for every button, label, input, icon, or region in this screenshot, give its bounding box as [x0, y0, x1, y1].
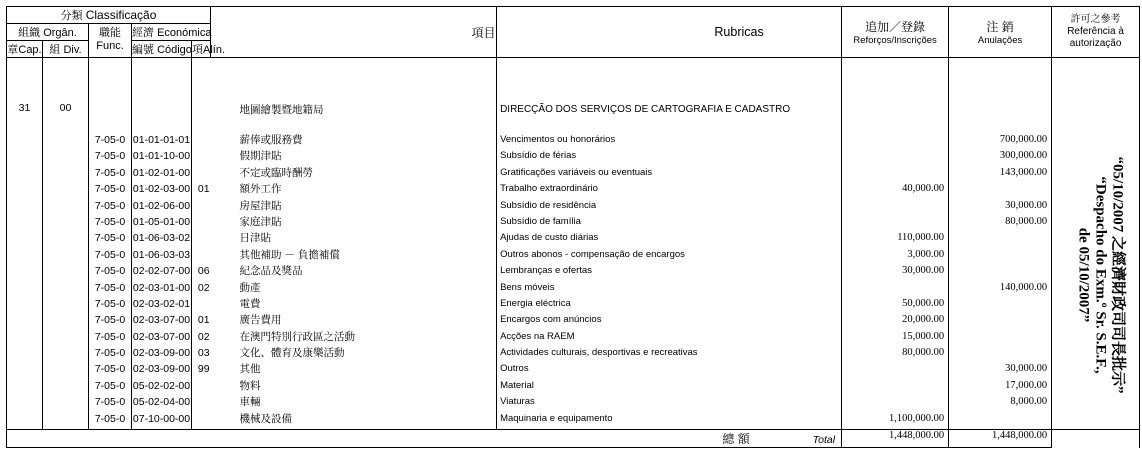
budget-table: [6, 6, 1140, 448]
row-anulacao: [949, 181, 1047, 197]
row-code: 02-03-01-00: [132, 281, 191, 294]
alin-column: [192, 58, 211, 430]
alin-header: [192, 41, 226, 58]
row-pt: Subsídio de férias: [500, 150, 577, 162]
row-reforco: [842, 378, 944, 394]
row-code: 01-06-03-03: [132, 248, 191, 261]
div-header: [43, 41, 89, 58]
row-reforco: 50,000.00: [902, 297, 945, 309]
row-reforco: 3,000.00: [907, 248, 945, 260]
row-alin: [192, 132, 210, 148]
row-pt: Lembranças e ofertas: [500, 265, 592, 277]
entity-name-pt: DIRECÇÃO DOS SERVIÇOS DE CARTOGRAFIA E CADASTRO: [500, 104, 791, 115]
row-alin: [192, 411, 210, 427]
total-blank: [1052, 430, 1140, 448]
row-reforco: 20,000.00: [902, 314, 945, 326]
row-zh: 其他補助 － 負擔補償: [239, 248, 340, 261]
entity-name-zh: 地圖繪製暨地籍局: [239, 104, 324, 116]
div-pt: Div.: [63, 44, 82, 56]
row-anulacao: 143,000.00: [999, 166, 1048, 178]
row-func: 7-05-0: [94, 248, 126, 261]
row-func: 7-05-0: [94, 183, 126, 196]
row-anulacao: 80,000.00: [1005, 215, 1048, 227]
item-zh-header: [211, 7, 497, 58]
row-zh: 動產: [239, 281, 261, 294]
row-zh: 紀念品及獎品: [239, 265, 303, 278]
code-column: [132, 58, 192, 430]
row-alin: [192, 230, 210, 246]
row-alin: 99: [197, 363, 210, 376]
row-func: 7-05-0: [94, 134, 126, 146]
code-zh: 編號: [132, 44, 154, 56]
div-zh: 組: [49, 44, 61, 56]
row-reforco: 40,000.00: [902, 183, 945, 195]
row-code: 02-03-07-00: [132, 330, 191, 343]
row-zh: 家庭津貼: [239, 215, 282, 228]
row-pt: Subsídio de residência: [500, 199, 597, 211]
reforcos-pt: Reforços/Inscrições: [853, 35, 937, 46]
row-zh: 薪俸或服務費: [239, 134, 303, 146]
row-anulacao: [949, 411, 1047, 427]
row-pt: Subsídio de família: [500, 215, 581, 227]
div-column: [43, 58, 89, 430]
row-reforco: [842, 148, 944, 164]
row-anulacao: 300,000.00: [999, 150, 1048, 162]
cap-zh: 章: [7, 44, 19, 56]
ref-zh: 許可之參考: [1070, 14, 1121, 25]
classification-zh: 分類: [60, 10, 83, 22]
row-func: 7-05-0: [94, 281, 126, 294]
rubricas-column: [497, 58, 842, 430]
row-zh: 在澳門特別行政區之活動: [239, 330, 356, 343]
classification-pt: Classificação: [85, 8, 157, 22]
row-reforco: [842, 361, 944, 377]
row-pt: Outros abonos - compensação de encargos: [500, 248, 685, 260]
row-reforco: [842, 165, 944, 181]
row-zh: 物料: [239, 379, 261, 392]
row-pt: Actividades culturais, desportivas e recreativas: [500, 347, 698, 359]
row-code: 02-03-07-00: [132, 314, 191, 327]
rubricas-header: [497, 7, 842, 58]
func-column: [89, 58, 132, 430]
anulacoes-header: [949, 7, 1052, 58]
row-code: 07-10-00-00: [132, 412, 191, 425]
row-pt: Viaturas: [500, 396, 535, 408]
row-zh: 車輛: [239, 396, 261, 409]
row-pt: Outros: [500, 363, 529, 375]
row-anulacao: 8,000.00: [1010, 396, 1048, 408]
authorization-line1: “05/10/2007 之經濟財政司司長批示”: [1109, 156, 1126, 394]
row-pt: Bens móveis: [500, 281, 555, 293]
row-anulacao: 30,000.00: [1005, 363, 1048, 375]
row-func: 7-05-0: [94, 412, 126, 425]
row-func: 7-05-0: [94, 297, 126, 310]
reference-header: [1052, 7, 1140, 58]
row-zh: 其他: [239, 363, 261, 376]
row-alin: [192, 148, 210, 164]
row-func: 7-05-0: [94, 347, 126, 360]
row-zh: 廣告費用: [239, 314, 282, 327]
authorization-line3: de 05/10/2007”: [1075, 227, 1092, 323]
row-code: 01-02-01-00: [132, 166, 191, 179]
row-reforco: [842, 132, 944, 148]
row-func: 7-05-0: [94, 330, 126, 343]
row-code: 01-01-10-00: [132, 150, 191, 163]
entity-cap: 31: [18, 102, 31, 114]
authorization-line2: “Despacho do Exm.º Sr. S.E.F.,: [1092, 176, 1109, 374]
row-func: 7-05-0: [94, 215, 126, 228]
row-func: 7-05-0: [94, 166, 126, 179]
row-alin: [192, 198, 210, 214]
row-func: 7-05-0: [94, 232, 126, 245]
row-reforco: [842, 198, 944, 214]
row-zh: 文化、體育及康樂活動: [239, 347, 345, 360]
row-pt: Material: [500, 379, 534, 391]
row-alin: [192, 394, 210, 410]
row-reforco: [842, 280, 944, 296]
row-reforco: 110,000.00: [897, 232, 945, 244]
row-pt: Ajudas de custo diárias: [500, 232, 599, 244]
row-anulacao: [949, 329, 1047, 345]
reforcos-column: [842, 58, 949, 430]
organ-header: [7, 24, 89, 41]
econ-zh: 經濟: [132, 27, 154, 39]
row-alin: [192, 214, 210, 230]
organ-pt: Orgân.: [43, 27, 77, 39]
row-alin: 02: [197, 281, 210, 294]
reforcos-header: [842, 7, 949, 58]
code-header: [132, 41, 192, 58]
row-anulacao: [949, 312, 1047, 328]
authorization-note: [1065, 150, 1135, 400]
econ-header: [132, 24, 211, 41]
row-zh: 不定或臨時酬勞: [239, 166, 314, 179]
row-anulacao: 700,000.00: [999, 134, 1048, 145]
row-func: 7-05-0: [94, 363, 126, 376]
row-anulacao: [949, 296, 1047, 312]
row-alin: 01: [197, 183, 210, 196]
item-zh-label: 項目: [471, 25, 496, 40]
func-header: [89, 24, 132, 58]
total-anulacoes: 1,448,000.00: [949, 430, 1052, 448]
row-pt: Trabalho extraordinário: [500, 183, 598, 195]
row-func: 7-05-0: [94, 396, 126, 409]
row-pt: Acções na RAEM: [500, 330, 575, 342]
row-reforco: 15,000.00: [902, 330, 945, 342]
row-code: 02-03-02-01: [132, 297, 191, 310]
cap-header: [7, 41, 43, 58]
row-alin: 02: [197, 330, 210, 343]
row-code: 05-02-02-00: [132, 379, 191, 392]
row-anulacao: 30,000.00: [1005, 199, 1048, 211]
row-zh: 假期津貼: [239, 150, 282, 163]
row-code: 01-06-03-02: [132, 232, 191, 245]
row-pt: Gratificações variáveis ou eventuais: [500, 166, 653, 178]
row-alin: 06: [197, 265, 210, 278]
row-reforco: 30,000.00: [902, 265, 945, 277]
total-label-cell: [7, 430, 842, 448]
entity-div: 00: [59, 102, 72, 114]
row-zh: 日津貼: [239, 232, 272, 245]
row-pt: Encargos com anúncios: [500, 314, 602, 326]
row-code: 02-03-09-00: [132, 363, 191, 376]
row-func: 7-05-0: [94, 199, 126, 212]
row-func: 7-05-0: [94, 150, 126, 163]
row-code: 02-03-09-00: [132, 347, 191, 360]
total-label-pt: Total: [812, 434, 836, 446]
row-zh: 房屋津貼: [239, 199, 282, 212]
row-anulacao: [949, 230, 1047, 246]
econ-pt: Económica: [157, 27, 212, 39]
row-code: 05-02-04-00: [132, 396, 191, 409]
alin-zh: 項: [192, 44, 203, 56]
row-zh: 機械及設備: [239, 412, 293, 425]
row-code: 01-05-01-00: [132, 215, 191, 228]
row-anulacao: [949, 247, 1047, 263]
cap-column: [7, 58, 43, 430]
row-anulacao: [949, 345, 1047, 361]
row-anulacao: 17,000.00: [1005, 379, 1048, 391]
row-pt: Vencimentos ou honorários: [500, 134, 616, 145]
anulacoes-pt: Anulações: [977, 35, 1023, 46]
row-anulacao: [949, 263, 1047, 279]
anulacoes-column: [949, 58, 1052, 430]
classification-header: [7, 7, 211, 24]
func-zh: 職能: [99, 27, 121, 39]
row-alin: [192, 165, 210, 181]
row-reforco: [842, 214, 944, 230]
row-alin: 01: [197, 314, 210, 327]
alin-pt: Alín.: [203, 44, 226, 56]
organ-zh: 組織: [18, 27, 41, 39]
total-reforcos: 1,448,000.00: [842, 430, 949, 448]
row-func: 7-05-0: [94, 314, 126, 327]
rubricas-label: Rubricas: [714, 25, 764, 39]
row-code: 01-01-01-01: [132, 134, 191, 146]
row-reforco: [842, 394, 944, 410]
func-pt: Func.: [96, 40, 124, 52]
row-code: 01-02-03-00: [132, 183, 191, 196]
ref-pt2: autorização: [1069, 38, 1122, 49]
row-code: 02-02-07-00: [132, 265, 191, 278]
row-alin: 03: [197, 347, 210, 360]
row-reforco: 1,100,000.00: [888, 412, 945, 424]
ref-pt1: Referência à: [1067, 26, 1124, 37]
row-code: 01-02-06-00: [132, 199, 191, 212]
row-pt: Maquinaria e equipamento: [500, 412, 613, 424]
item-zh-column: [211, 58, 497, 430]
total-label-zh: 總 額: [722, 432, 750, 446]
row-pt: Energia eléctrica: [500, 297, 571, 309]
row-alin: [192, 296, 210, 312]
row-alin: [192, 247, 210, 263]
cap-pt: Cap.: [18, 44, 42, 56]
row-zh: 電費: [239, 297, 261, 310]
row-reforco: 80,000.00: [902, 347, 945, 359]
row-func: 7-05-0: [94, 379, 126, 392]
row-anulacao: 140,000.00: [999, 281, 1048, 293]
reforcos-zh: 追加／登錄: [865, 20, 926, 34]
row-func: 7-05-0: [94, 265, 126, 278]
row-alin: [192, 378, 210, 394]
row-zh: 額外工作: [239, 183, 282, 196]
code-pt: Código: [157, 44, 192, 56]
anulacoes-zh: 注 銷: [986, 20, 1014, 34]
